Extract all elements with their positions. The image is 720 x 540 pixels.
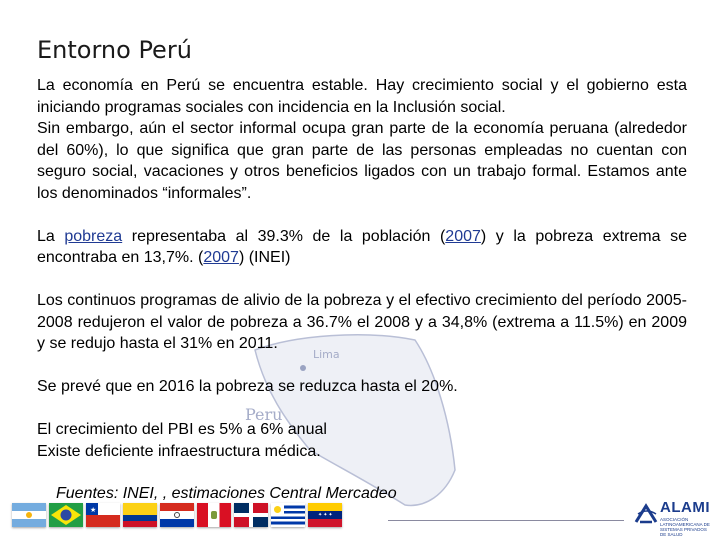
paragraph-poverty (37, 226, 687, 269)
paragraph-programs: Los continuos programas de alivio de la pobreza y el efectivo crecimiento del período 2005-2008 redujeron el valor de pobreza a 36.7% el 2008 y a 34,8% (extrema a 11.5%) en 2009 y se redujo hasta el 31% en 2011. (37, 292, 687, 352)
paragraph-economy: La economía en Perú se encuentra estable. Hay crecimiento social y el gobierno esta iniciando programas sociales con incidencia en la Inclusión social. (37, 77, 687, 116)
colombia-flag (123, 503, 157, 527)
argentina-flag (12, 503, 46, 527)
venezuela-flag: ✦✦✦ (308, 503, 342, 527)
text-segment: ) (INEI) (238, 249, 291, 266)
paragraph-infrastructure: Existe deficiente infraestructura médica. (37, 442, 321, 460)
text-segment: representaba al 39.3% de la población ( (122, 227, 446, 245)
chile-flag: ★ (86, 503, 120, 527)
sources-note: Fuentes: INEI, , estimaciones Central Mercadeo (56, 485, 397, 502)
content-body (37, 75, 687, 462)
flags-bar (12, 503, 342, 529)
page-title: Entorno Perú (37, 36, 192, 64)
alami-logo (634, 498, 714, 537)
link-2007-second[interactable]: 2007 (203, 249, 239, 266)
dominican-republic-flag (234, 503, 268, 527)
text-segment: La (37, 227, 65, 245)
text-segment: ) y la pobreza extrema se encontraba en 13,7%. ( (37, 227, 687, 266)
paragraph-forecast: Se prevé que en 2016 la pobreza se reduzca hasta el 20%. (37, 378, 458, 395)
brazil-flag (49, 503, 83, 527)
paragraph-gdp: El crecimiento del PBI es 5% a 6% anual (37, 421, 327, 438)
map-country-label: Peru (245, 405, 283, 424)
alami-logo-mark (634, 502, 658, 528)
link-2007[interactable]: 2007 (445, 227, 481, 245)
logo-subtitle: ASOCIACIÓN LATINOAMERICANA DE SISTEMAS PRIVADOS DE SALUD (660, 517, 710, 537)
map-city-label: Lima (313, 348, 340, 361)
paraguay-flag (160, 503, 194, 527)
uruguay-flag (271, 503, 305, 527)
peru-flag (197, 503, 231, 527)
paragraph-informal: Sin embargo, aún el sector informal ocupa gran parte de la economía peruana (alrededor del 60%), lo que significa que gran parte de las personas empleadas no cuentan con seguro social, vacaciones y otros beneficios ligados con un trabajo formal. Estamos ante los denominados “informales”. (37, 120, 687, 202)
logo-name: ALAMI (660, 499, 710, 516)
link-pobreza[interactable]: pobreza (64, 227, 123, 245)
divider (388, 520, 624, 521)
